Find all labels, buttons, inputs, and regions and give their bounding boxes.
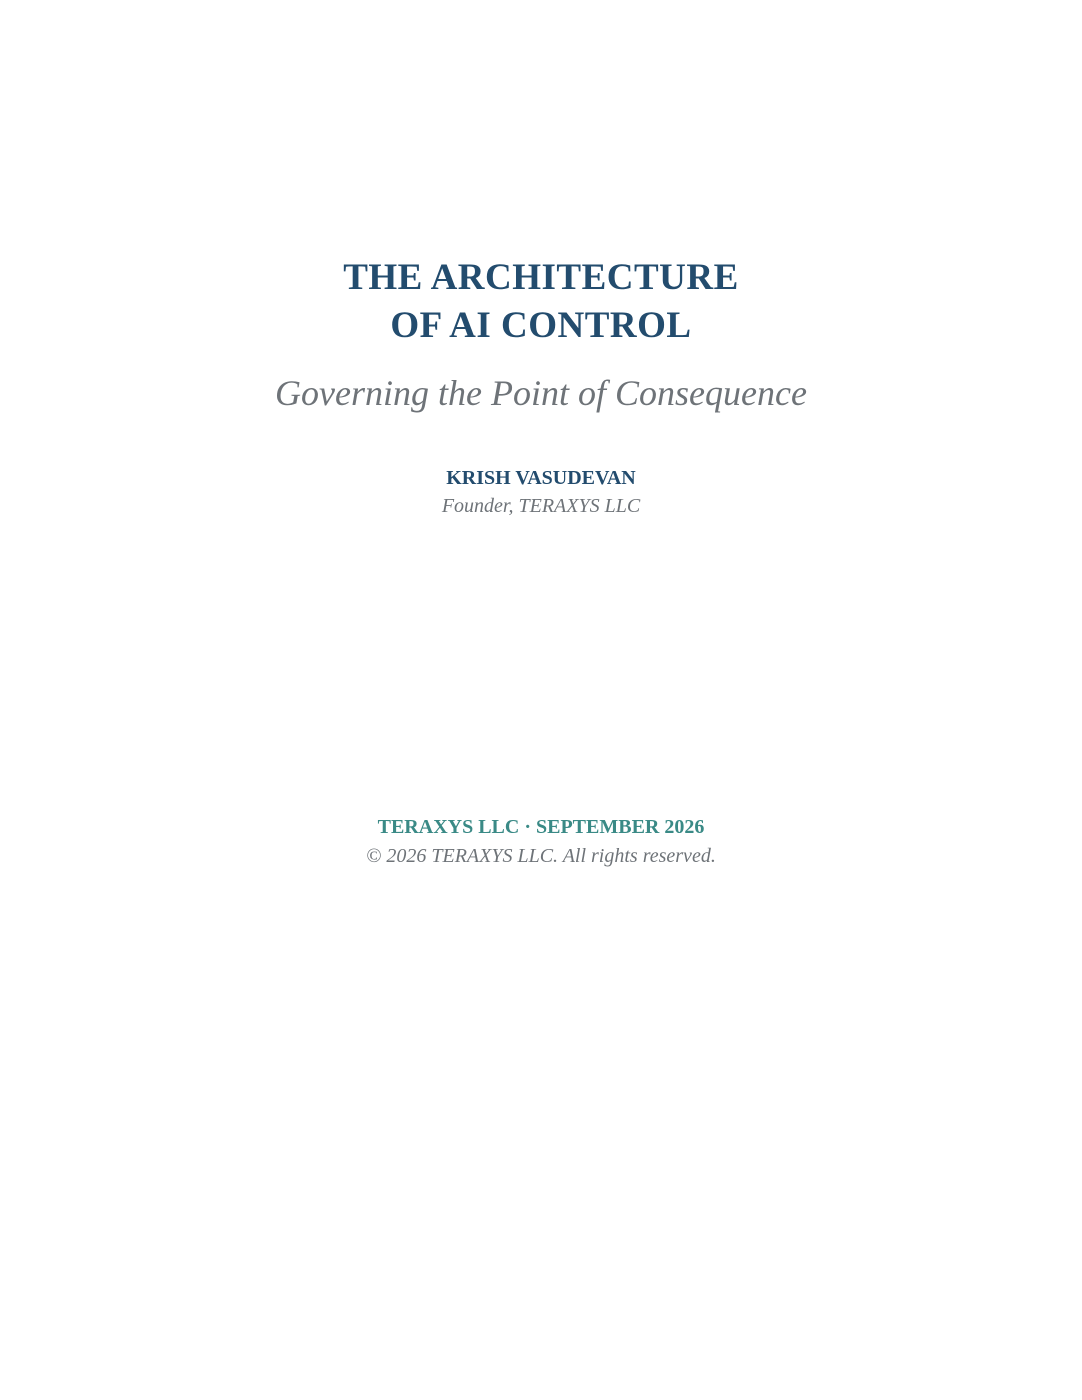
book-title: [0, 254, 1082, 350]
publisher-date: TERAXYS LLC · SEPTEMBER 2026: [377, 816, 705, 838]
author-name: KRISH VASUDEVAN: [446, 467, 636, 489]
author-role: Founder, TERAXYS LLC: [441, 495, 641, 517]
book-title-line-1: THE ARCHITECTURE: [343, 257, 739, 298]
book-title-line-2: OF AI CONTROL: [390, 305, 692, 346]
book-subtitle: Governing the Point of Consequence: [275, 373, 807, 413]
copyright-notice: © 2026 TERAXYS LLC. All rights reserved.: [366, 845, 716, 867]
